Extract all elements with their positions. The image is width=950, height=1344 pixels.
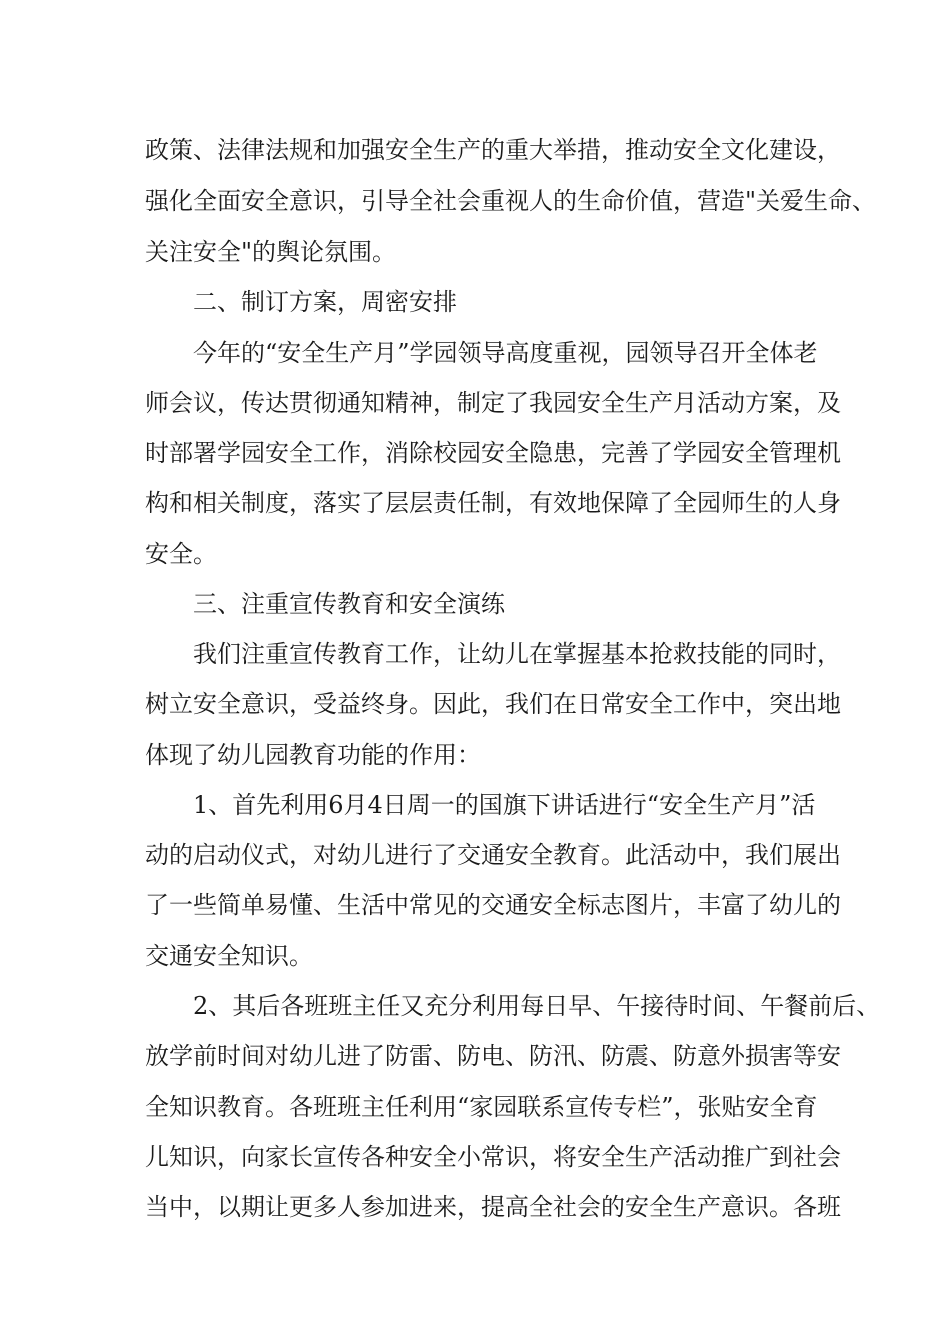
text-line: 全知识教育。各班班主任利用“家园联系宣传专栏”，张贴安全育: [145, 1093, 818, 1121]
section-heading-2: 二、制订方案，周密安排: [193, 288, 457, 316]
text-line: 当中，以期让更多人参加进来，提高全社会的安全生产意识。各班: [145, 1193, 841, 1221]
text-line: 1、首先利用6月4日周一的国旗下讲话进行“安全生产月”活: [193, 791, 816, 819]
text-line: 时部署学园安全工作，消除校园安全隐患，完善了学园安全管理机: [145, 439, 841, 467]
text-line: 交通安全知识。: [145, 942, 313, 970]
text-line: 政策、法律法规和加强安全生产的重大举措，推动安全文化建设，: [145, 136, 841, 164]
text-line: 体现了幼儿园教育功能的作用：: [145, 741, 481, 769]
text-line: 构和相关制度，落实了层层责任制，有效地保障了全园师生的人身: [145, 489, 841, 517]
text-line: 今年的“安全生产月”学园领导高度重视，园领导召开全体老: [193, 339, 818, 367]
section-heading-3: 三、注重宣传教育和安全演练: [193, 590, 505, 618]
text-line: 强化全面安全意识，引导全社会重视人的生命价值，营造"关爱生命、: [145, 187, 877, 215]
text-line: 安全。: [145, 540, 217, 568]
text-line: 了一些简单易懂、生活中常见的交通安全标志图片，丰富了幼儿的: [145, 891, 841, 919]
text-line: 放学前时间对幼儿进了防雷、防电、防汛、防震、防意外损害等安: [145, 1042, 841, 1070]
text-line: 儿知识，向家长宣传各种安全小常识，将安全生产活动推广到社会: [145, 1143, 841, 1171]
text-line: 师会议，传达贯彻通知精神，制定了我园安全生产月活动方案，及: [145, 389, 841, 417]
text-line: 2、其后各班班主任又充分利用每日早、午接待时间、午餐前后、: [193, 992, 881, 1020]
text-line: 关注安全"的舆论氛围。: [145, 238, 397, 266]
text-line: 我们注重宣传教育工作，让幼儿在掌握基本抢救技能的同时，: [193, 640, 841, 668]
text-line: 动的启动仪式，对幼儿进行了交通安全教育。此活动中，我们展出: [145, 841, 841, 869]
text-line: 树立安全意识，受益终身。因此，我们在日常安全工作中，突出地: [145, 690, 841, 718]
